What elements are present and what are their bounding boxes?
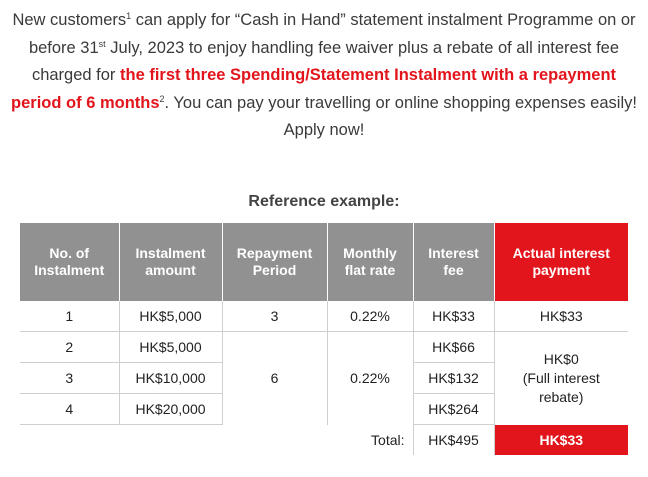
ordinal-suffix: st [98,38,106,49]
header-monthly-flat-rate: Monthly flat rate [327,223,413,301]
actual-group-value: HK$0 [543,350,579,367]
cell-no: 1 [20,301,119,332]
cell-rate-group: 0.22% [327,332,413,425]
total-spacer [20,425,119,456]
cell-amount: HK$5,000 [119,301,222,332]
header-instalment-amount: Instalment amount [119,223,222,301]
intro-text-3: July, 2023 to enjoy handling fee waiver plus a rebate of all interest fee charged for [31,38,620,84]
cell-fee: HK$66 [413,332,494,363]
footnote-marker-2: 2 [159,93,165,104]
total-fee: HK$495 [413,425,494,456]
cell-fee: HK$264 [413,394,494,425]
total-actual: HK$33 [494,425,628,456]
cell-actual: HK$33 [494,301,628,332]
cell-actual-group [494,332,628,425]
cell-fee: HK$132 [413,363,494,394]
reference-table [20,223,628,455]
cell-no: 4 [20,394,119,425]
cell-no: 2 [20,332,119,363]
header-no-of-instalment: No. of Instalment [20,223,119,301]
actual-group-note-2: rebate) [539,388,584,405]
intro-text-4: . You can pay your travelling or online shopping expenses easily! Apply now! [164,93,637,139]
cell-rate: 0.22% [327,301,413,332]
cell-period-group: 6 [222,332,327,425]
header-interest-fee: Interest fee [413,223,494,301]
cell-amount: HK$5,000 [119,332,222,363]
table-row [20,301,628,332]
total-spacer [222,425,327,456]
intro-text-1: New customers [12,11,127,29]
intro-paragraph [8,7,640,145]
header-actual-interest-payment: Actual interest payment [494,223,628,301]
cell-amount: HK$20,000 [119,394,222,425]
actual-group-note-1: (Full interest [522,369,600,386]
cell-period: 3 [222,301,327,332]
total-spacer [119,425,222,456]
header-repayment-period: Repayment Period [222,223,327,301]
table-header-row [20,223,628,301]
cell-amount: HK$10,000 [119,363,222,394]
table-row [20,332,628,363]
cell-fee: HK$33 [413,301,494,332]
intro-text-2: can apply for “Cash in Hand” statement instalment Programme on or before 31 [28,11,636,57]
reference-title: Reference example: [248,193,400,210]
intro-highlight: the first three Spending/Statement Instalment with a repayment period of 6 months [11,66,617,112]
cell-no: 3 [20,363,119,394]
footnote-marker-1: 1 [126,11,132,21]
table-total-row [20,425,628,456]
total-label: Total: [327,425,413,456]
